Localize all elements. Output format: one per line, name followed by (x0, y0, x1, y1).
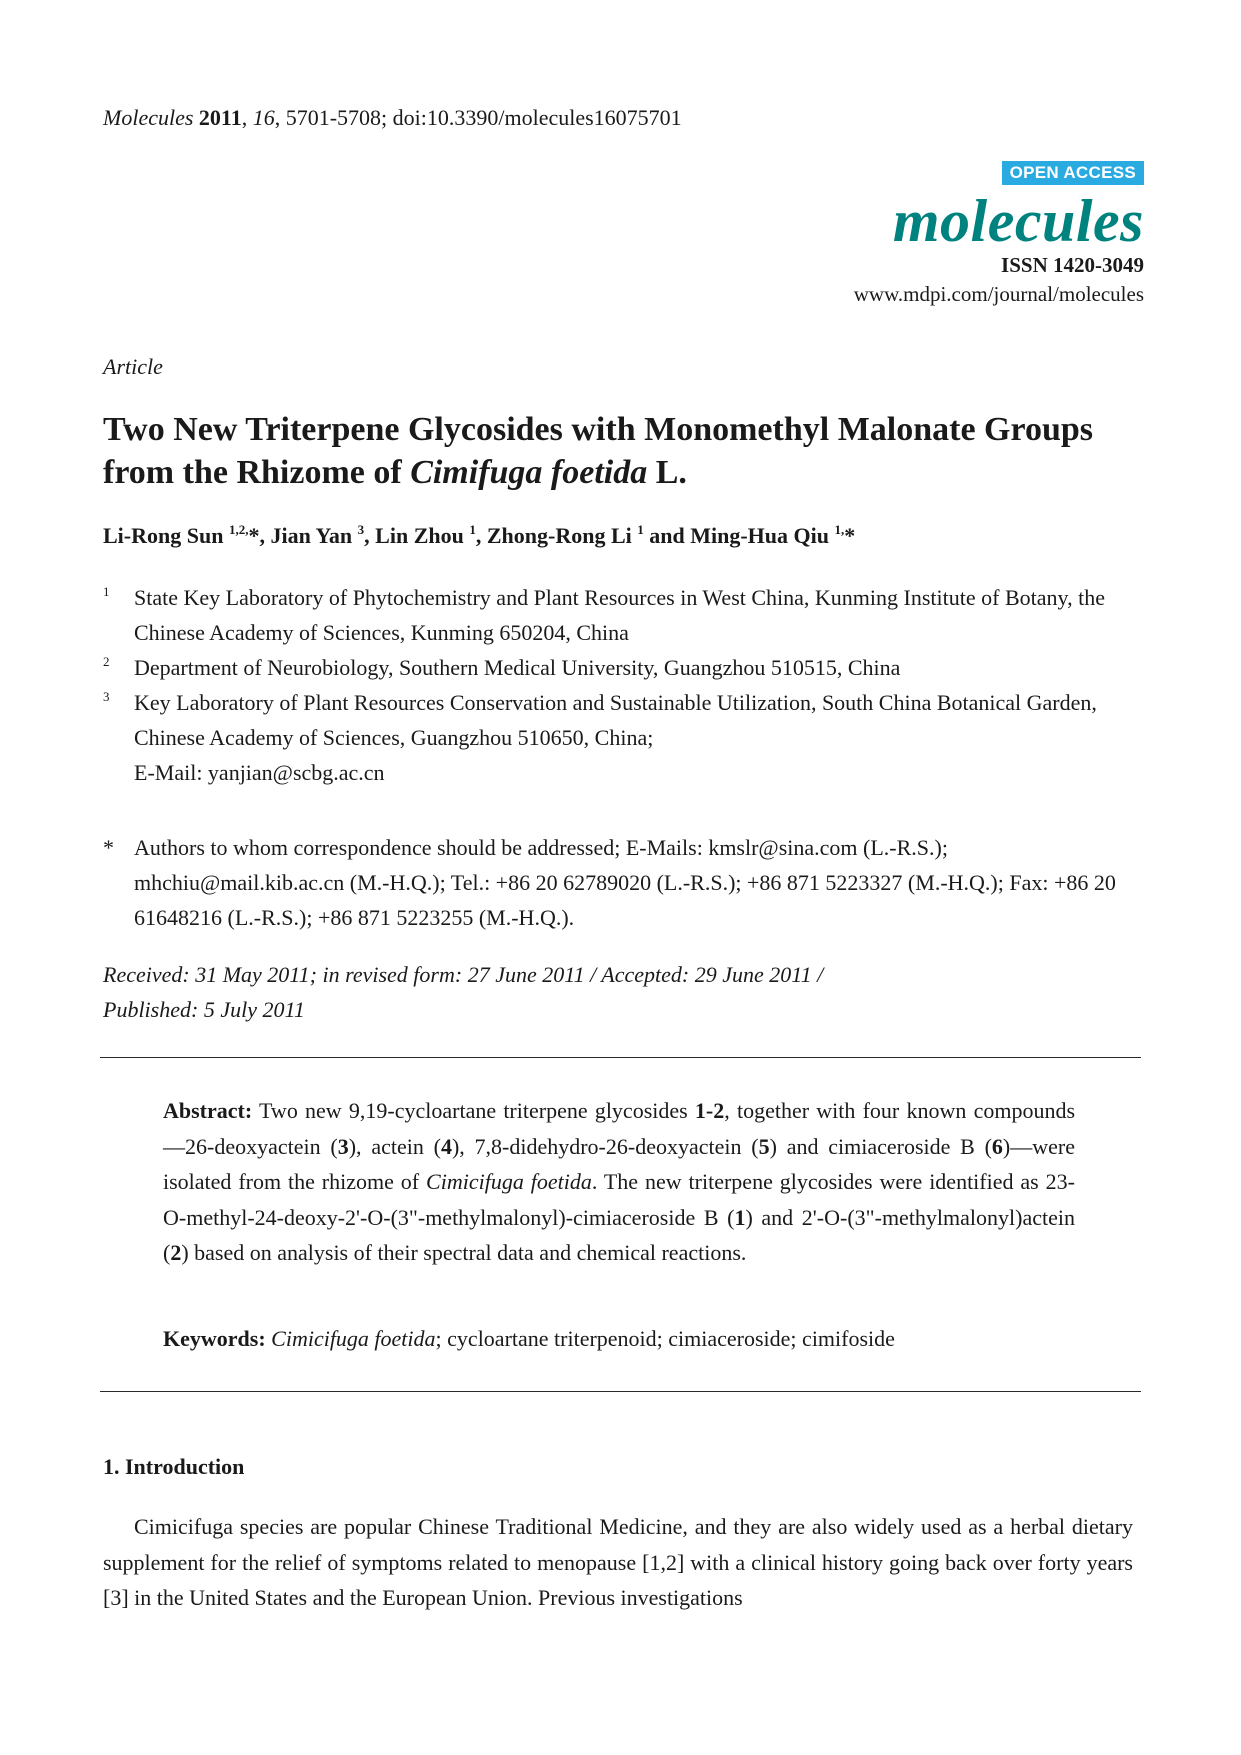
keywords (163, 1326, 895, 1352)
issn: ISSN 1420-3049 (1001, 253, 1144, 277)
affiliation-list (103, 580, 1143, 790)
author-affil-sup: 1,2, (228, 522, 249, 537)
author-name: Jian Yan (270, 523, 353, 548)
intro-paragraph: Cimicifuga species are popular Chinese Traditional Medicine, and they are also widely used as a herbal dietary supplement for the relief of symptoms related to menopause [1,2] with a clinical history going back over forty years [3] in the United States and the European Union. Previous investigations (103, 1514, 1133, 1610)
author-affil-sup: 3 (357, 522, 365, 537)
keywords-label: Keywords: (163, 1326, 266, 1351)
author-name: Zhong-Rong Li (486, 523, 632, 548)
journal-citation: Molecules 2011, 16, 5701-5708; doi:10.3390/molecules16075701 (103, 105, 682, 130)
affiliation-item (103, 580, 1143, 650)
abstract-species: Cimicifuga foetida (426, 1169, 592, 1194)
affiliation-item (103, 650, 1143, 685)
title-part2: L. (647, 454, 687, 491)
author-affil-sup: 1 (469, 522, 476, 537)
open-access-badge: OPEN ACCESS (1002, 161, 1144, 185)
compound-ref: 2 (170, 1240, 182, 1265)
affiliation-item (103, 685, 1143, 755)
dates-line-2: Published: 5 July 2011 (103, 997, 305, 1022)
author-name: Lin Zhou (375, 523, 464, 548)
citation-volume: 16 (252, 105, 275, 130)
corresponding-mark: * (248, 523, 260, 548)
compound-ref: 1 (734, 1204, 746, 1230)
corresponding-mark: * (844, 523, 856, 548)
affiliation-email (103, 755, 1143, 790)
correspondence-star: * (103, 835, 114, 860)
author-affil-sup: 1 (637, 522, 644, 537)
keywords-species: Cimicifuga foetida (271, 1326, 436, 1351)
journal-url[interactable]: www.mdpi.com/journal/molecules (853, 282, 1144, 306)
affiliation-number: 3 (103, 689, 110, 704)
citation-pages-doi: , 5701-5708; doi:10.3390/molecules16075701 (274, 105, 682, 130)
author-name: Li-Rong Sun (103, 523, 224, 548)
journal-name: Molecules (103, 105, 194, 130)
paper-title (103, 408, 1153, 494)
compound-ref: 6 (991, 1133, 1003, 1159)
abstract-label: Abstract: (163, 1098, 253, 1123)
title-part1: Two New Triterpene Glycosides with Monomethyl Malonate Groups from the Rhizome of (103, 411, 1094, 491)
correspondence-note (103, 830, 1148, 935)
abstract: Abstract: Two new 9,19-cycloartane triterpene glycosides 1-2, together with four known compounds—26-deoxyactein (3), actein (4), 7,8-didehydro-26-deoxyactein (5) and cimiaceroside B (6)—were isolated from the rhizome of Cimicifuga foetida. The new triterpene glycosides were identified as 23-O-methyl-24-deoxy-2'-O-(3"-methylmalonyl)-cimiaceroside B (1) and 2'-O-(3"-methylmalonyl)actein (2) based on analysis of their spectral data and chemical reactions. (163, 1098, 1076, 1265)
compound-ref: 5 (758, 1133, 770, 1159)
compound-ref: 4 (440, 1133, 452, 1159)
citation-year: 2011 (198, 105, 242, 130)
correspondence-text: Authors to whom correspondence should be addressed; E-Mails: kmslr@sina.com (L.-R.S.); mhchiu@mail.kib.ac.cn (M.-H.Q.); Tel.: +86 20 62789020 (L.-R.S.); +86 871 5223327 (M.-H.Q.); Fax: +86 20 61648216 (L.-R.S.); +86 871 5223255 (M.-H.Q.). (134, 835, 1116, 930)
journal-masthead (854, 161, 1144, 307)
affiliation-text: E-Mail: yanjian@scbg.ac.cn (134, 760, 385, 785)
keywords-rest: ; cycloartane triterpenoid; cimiaceroside; cimifoside (435, 1326, 895, 1351)
section-heading: 1. Introduction (103, 1454, 245, 1479)
publication-dates (103, 957, 823, 1027)
compound-ref: 3 (337, 1133, 349, 1159)
affiliation-text: Key Laboratory of Plant Resources Conservation and Sustainable Utilization, South China Botanical Garden, Chinese Academy of Sciences, Guangzhou 510650, China; (134, 690, 1097, 750)
divider-bottom (100, 1391, 1141, 1392)
author-name: Ming-Hua Qiu (690, 523, 829, 548)
affiliation-text: State Key Laboratory of Phytochemistry and Plant Resources in West China, Kunming Institute of Botany, the Chinese Academy of Sciences, Kunming 650204, China (134, 585, 1105, 645)
article-type: Article (103, 354, 163, 379)
dates-line-1: Received: 31 May 2011; in revised form: 27 June 2011 / Accepted: 29 June 2011 / (103, 962, 824, 987)
title-species: Cimifuga foetida (410, 454, 648, 491)
author-list: Li-Rong Sun $^{1,2,}$*, Jian Yan $^3$, Lin Zhou $^1$, Zhong-Rong Li $^1$ and Ming-Hua Qiu $^{1,}$* (103, 522, 856, 548)
author-affil-sup: 1, (834, 522, 845, 537)
affiliation-text: Department of Neurobiology, Southern Medical University, Guangzhou 510515, China (134, 655, 901, 680)
divider-top (100, 1057, 1141, 1058)
affiliation-number: 1 (103, 584, 110, 599)
journal-logo: molecules (892, 188, 1144, 254)
compound-ref: 1-2 (694, 1098, 725, 1123)
affiliation-number: 2 (103, 654, 110, 669)
